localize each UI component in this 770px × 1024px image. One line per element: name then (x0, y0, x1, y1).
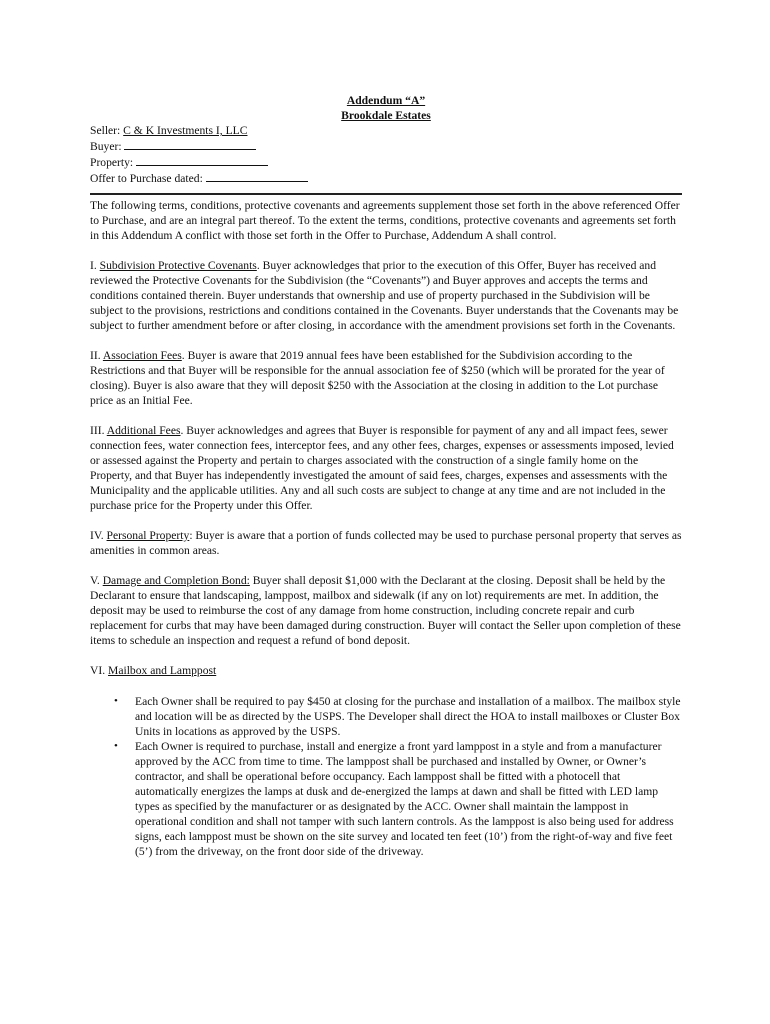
buyer-field (90, 138, 682, 154)
section-vi-number: VI. (90, 664, 109, 677)
mailbox-bullet-text: Each Owner shall be required to pay $450 at closing for the purchase and installation of a mailbox. The mailbox style and location will be as directed by the USPS. The Developer shall direct the HOA to install mailboxes or Cluster Box Units in locations as approved by the USPS. (135, 695, 681, 738)
section-ii (90, 348, 682, 408)
list-item (90, 694, 682, 739)
section-i-heading: Subdivision Protective Covenants (99, 259, 257, 272)
section-i-number: I. (90, 259, 100, 272)
section-iii-body: . Buyer acknowledges and agrees that Buyer is responsible for payment of any and all impact fees, sewer connection fees, water connection fees, interceptor fees, and any other fees, charges, expenses or assessments imposed, levied or assessed against the Property and pertain to charges associated with the construction of a single family home on the Property, and that Buyer has independently investigated the amount of said fees, charges, expenses and assessments with the Municipality and the applicable utilities. Any and all such costs are subject to change at any time and are not included in the purchase price for the Property under this Offer. (90, 424, 674, 512)
offer-date-label: Offer to Purchase dated: (90, 172, 206, 185)
property-blank[interactable] (136, 154, 268, 166)
section-v-body: Buyer shall deposit $1,000 with the Declarant at the closing. Deposit shall be held by the Declarant to ensure that landscaping, lamppost, mailbox and sidewalk (if any on lot) requirements are met. In addition, the deposit may be used to reimburse the cost of any damage from home construction, including concrete repair and curb replacement for curbs that may have been damaged during construction. Buyer will contact the Seller upon completion of these items to schedule an inspection and request a refund of bond deposit. (90, 574, 681, 647)
section-i (90, 258, 682, 333)
section-iv-heading: Personal Property (106, 529, 190, 542)
lamppost-bullet-text: Each Owner is required to purchase, install and energize a front yard lamppost in a style and from a manufacturer approved by the ACC from time to time. The lamppost shall be purchased and installed by Owner, or Owner’s contractor, and shall be operational before occupancy. Each lamppost shall be fitted with a photocell that automatically energizes the lamps at dusk and de-energized the lamps at dawn and shall be fitted with LED lamp types as specified by the manufacturer or as designated by the ACC. Owner shall maintain the lamppost in operational condition and shall not tamper with such lantern controls. As the lamppost is also being used for address signs, each lamppost must be shown on the site survey and located ten feet (10’) from the right-of-way and five feet (5’) from the driveway, on the front door side of the driveway. (135, 740, 674, 858)
section-iv (90, 528, 682, 558)
bullet-icon: • (114, 695, 118, 707)
header-divider (90, 193, 682, 195)
section-v-heading: Damage and Completion Bond: (102, 574, 250, 587)
header-fields (90, 123, 682, 186)
section-ii-heading: Association Fees (102, 349, 182, 362)
seller-value: C & K Investments I, LLC (123, 124, 248, 137)
list-item (90, 739, 682, 859)
bullet-icon: • (114, 740, 118, 752)
section-iii-number: III. (90, 424, 107, 437)
property-field (90, 154, 682, 170)
seller-label: Seller: (90, 124, 124, 137)
addendum-document (90, 93, 682, 859)
section-iii (90, 423, 682, 513)
buyer-label: Buyer: (90, 140, 125, 153)
property-label: Property: (90, 156, 137, 169)
offer-date-field (90, 170, 682, 186)
section-iv-number: IV. (90, 529, 107, 542)
buyer-blank[interactable] (124, 138, 256, 150)
section-v-number: V. (90, 574, 103, 587)
section-iii-heading: Additional Fees (106, 424, 181, 437)
title-line-1: Addendum “A” (346, 94, 426, 107)
section-ii-number: II. (90, 349, 103, 362)
section-ii-body: . Buyer is aware that 2019 annual fees have been established for the Subdivision according to the Restrictions and that Buyer will be responsible for the annual association fee of $250 (which will be prorated for the year of closing). Buyer is also aware that they will deposit $250 with the Association at the closing in addition to the Lot purchase price as an Initial Fee. (90, 349, 665, 407)
section-i-body: . Buyer acknowledges that prior to the execution of this Offer, Buyer has received and reviewed the Protective Covenants for the Subdivision (the “Covenants”) and Buyer approves and accepts the terms and conditions contained therein. Buyer understands that ownership and use of property purchased in the Subdivision will be subject to the provisions, restrictions and conditions contained in the Covenants. Buyer understands that the Covenants may be subject to further amendment before or after closing, in accordance with the amendment provisions set forth in the Covenants. (90, 259, 679, 332)
section-vi (90, 663, 682, 678)
section-iv-body: : Buyer is aware that a portion of funds collected may be used to purchase personal property that serves as amenities in common areas. (90, 529, 682, 557)
mailbox-lamppost-list (90, 694, 682, 859)
offer-date-blank[interactable] (206, 170, 308, 182)
seller-field (90, 123, 682, 138)
section-v (90, 573, 682, 648)
document-title (90, 93, 682, 123)
title-line-2: Brookdale Estates (341, 109, 431, 122)
intro-paragraph: The following terms, conditions, protective covenants and agreements supplement those set forth in the above referenced Offer to Purchase, and are an integral part thereof. To the extent the terms, conditions, protective covenants and agreements set forth in this Addendum A conflict with those set forth in the Offer to Purchase, Addendum A shall control. (90, 199, 680, 242)
section-vi-heading: Mailbox and Lamppost (108, 664, 217, 677)
